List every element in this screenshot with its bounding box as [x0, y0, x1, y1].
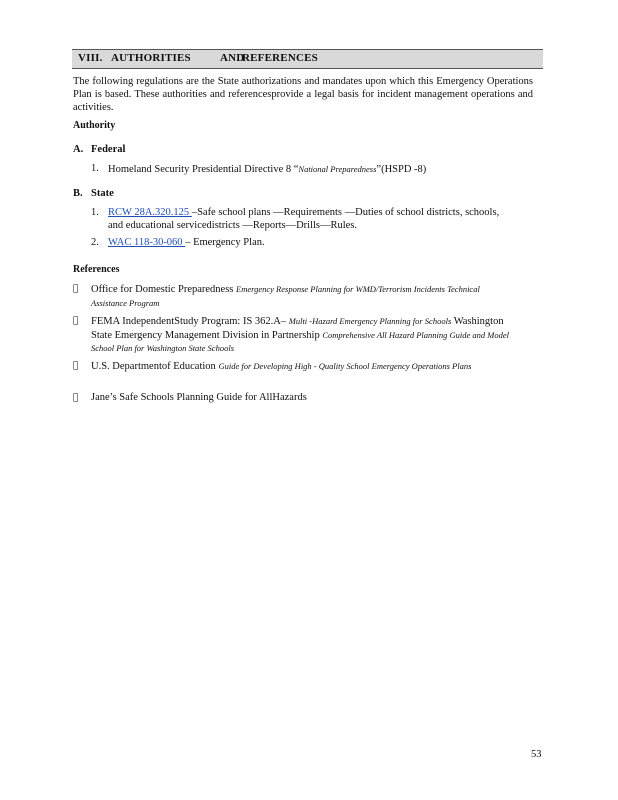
- reference-text: Jane’s Safe Schools Planning Guide for AllHazards: [91, 392, 307, 403]
- reference-italic-text: Comprehensive All Hazard Planning Guide and Model School Plan for Washington State Schools: [91, 329, 510, 353]
- rcw-link[interactable]: RCW 28A.320.125: [108, 207, 192, 218]
- bullet-icon: [73, 283, 78, 296]
- reference-item: [73, 392, 523, 405]
- item-text: – Emergency Plan.: [185, 237, 265, 248]
- section-header: [72, 49, 543, 69]
- federal-label: Federal: [91, 144, 126, 155]
- item-body: [108, 207, 511, 232]
- reference-body: [91, 392, 523, 405]
- reference-text: FEMA IndependentStudy Program: IS 362.A–: [91, 316, 289, 327]
- references-heading: References: [73, 264, 120, 275]
- bullet-icon: [73, 392, 78, 405]
- bullet-icon: [73, 360, 78, 373]
- state-heading: [73, 188, 114, 199]
- state-item: [91, 207, 511, 232]
- section-number: VIII.: [78, 52, 103, 64]
- item-text: Homeland Security Presidential Directive 8 “: [108, 164, 299, 175]
- wac-link[interactable]: WAC 118-30-060: [108, 237, 186, 248]
- item-text: ”(HSPD -8): [376, 164, 427, 175]
- item-body: [108, 237, 521, 250]
- reference-body: [91, 315, 518, 356]
- federal-letter: A.: [73, 144, 84, 155]
- federal-item: [91, 163, 521, 177]
- intro-paragraph: The following regulations are the State authorizations and mandates upon which this Emergency Operations Plan is based. These authorities and referencesprovide a legal basis for incident management operations and activities.: [73, 76, 533, 113]
- section-title-word: AUTHORITIES: [111, 52, 191, 64]
- page-number: 53: [531, 749, 542, 760]
- reference-text: U.S. Departmentof Education: [91, 361, 219, 372]
- state-label: State: [91, 188, 114, 199]
- item-body: [108, 163, 521, 177]
- reference-italic-text: Multi -Hazard Emergency Planning for Schools: [288, 316, 452, 326]
- reference-body: [91, 360, 498, 374]
- item-number: 1.: [91, 163, 99, 174]
- reference-item: [73, 360, 498, 374]
- item-text: –Safe school plans —Requirements —Duties of school districts, schools, and educational servicedistricts —Reports—Drills—Rules.: [108, 207, 500, 231]
- reference-text: Washington State Emergency Management Division in Partnership: [91, 316, 504, 341]
- section-title-word: REFERENCES: [242, 52, 318, 64]
- reference-body: [91, 283, 493, 310]
- item-number: 2.: [91, 237, 99, 248]
- reference-text: Office for Domestic Preparedness: [91, 284, 237, 295]
- item-italic-text: National Preparedness: [298, 164, 377, 174]
- reference-item: [73, 315, 518, 356]
- state-item: [91, 237, 521, 250]
- item-number: 1.: [91, 207, 99, 218]
- state-letter: B.: [73, 188, 83, 199]
- authority-heading: Authority: [73, 120, 116, 131]
- section-title-word: AND: [220, 52, 245, 64]
- reference-italic-text: Guide for Developing High - Quality School Emergency Operations Plans: [218, 361, 472, 371]
- reference-italic-text: Emergency Response Planning for WMD/Terrorism Incidents Technical Assistance Program: [91, 284, 480, 308]
- bullet-icon: [73, 315, 78, 328]
- federal-heading: [73, 144, 125, 155]
- reference-item: [73, 283, 493, 310]
